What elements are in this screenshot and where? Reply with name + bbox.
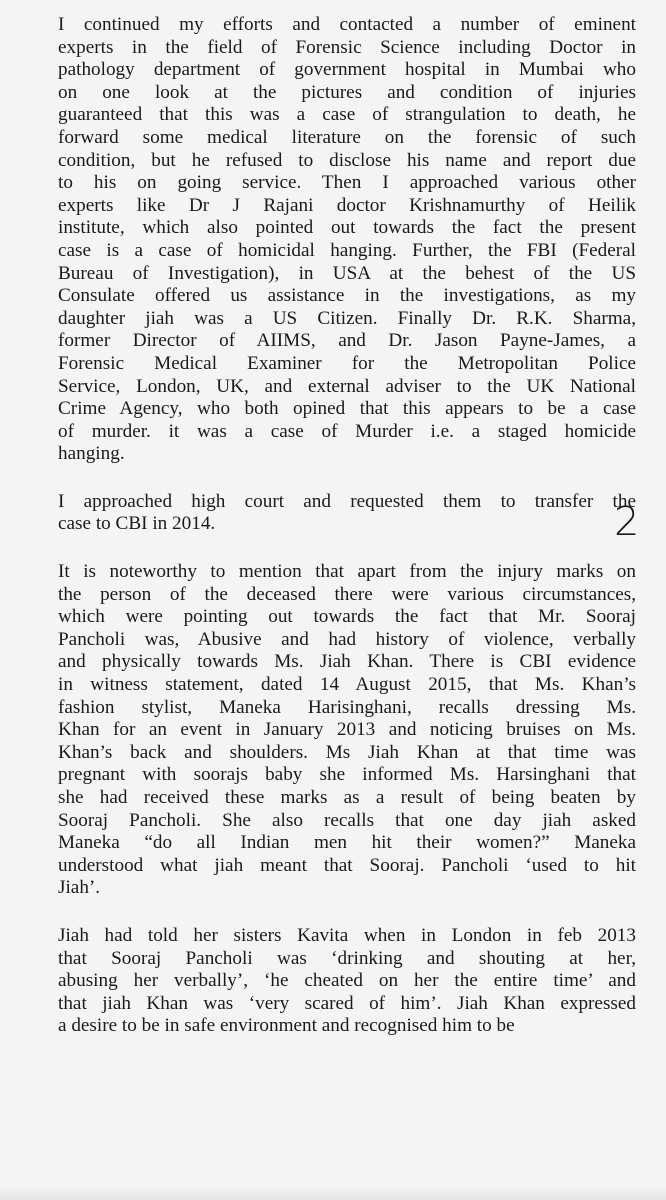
text-line: to his on going service. Then I approached various other <box>58 172 636 194</box>
text-line: Maneka “do all Indian men hit their women?” Maneka <box>58 832 636 854</box>
text-line: I approached high court and requested them to transfer the <box>58 490 636 512</box>
text-line: and physically towards Ms. Jiah Khan. There is CBI evidence <box>58 651 636 673</box>
text-line: the person of the deceased there were various circumstances, <box>58 583 636 605</box>
text-line: understood what jiah meant that Sooraj. Pancholi ‘used to hit <box>58 854 636 876</box>
text-line: pathology department of government hospital in Mumbai who <box>58 59 636 81</box>
text-line: Khan’s back and shoulders. Ms Jiah Khan at that time was <box>58 741 636 763</box>
text-line: experts in the field of Forensic Science including Doctor in <box>58 36 636 58</box>
text-line: which were pointing out towards the fact that Mr. Sooraj <box>58 606 636 628</box>
text-line: guaranteed that this was a case of strangulation to death, he <box>58 104 636 126</box>
text-line: former Director of AIIMS, and Dr. Jason Payne-James, a <box>58 330 636 352</box>
paragraph-4 <box>58 925 636 1038</box>
text-line: abusing her verbally’, ‘he cheated on her the entire time’ and <box>58 970 636 992</box>
document-body <box>58 14 636 1038</box>
text-line: Forensic Medical Examiner for the Metropolitan Police <box>58 352 636 374</box>
text-line: Khan for an event in January 2013 and noticing bruises on Ms. <box>58 719 636 741</box>
paragraph-2 <box>58 491 636 536</box>
paragraph-1 <box>58 14 636 466</box>
text-line: she had received these marks as a result of being beaten by <box>58 787 636 808</box>
text-line: hanging. <box>58 443 125 465</box>
text-line: on one look at the pictures and condition of injuries <box>58 81 636 103</box>
text-line: institute, which also pointed out towards the fact the present <box>58 217 636 239</box>
text-line: pregnant with soorajs baby she informed Ms. Harsinghani that <box>58 764 636 786</box>
text-line: It is noteworthy to mention that apart from the injury marks on <box>58 561 636 583</box>
text-line: forward some medical literature on the forensic of such <box>58 126 636 148</box>
text-line: I continued my efforts and contacted a number of eminent <box>58 14 636 35</box>
text-line: fashion stylist, Maneka Harisinghani, recalls dressing Ms. <box>58 696 636 718</box>
text-line: Consulate offered us assistance in the investigations, as my <box>58 285 636 307</box>
text-line: experts like Dr J Rajani doctor Krishnamurthy of Heilik <box>58 194 636 216</box>
text-line: a desire to be in safe environment and recognised him to be <box>58 1015 515 1037</box>
text-line: condition, but he refused to disclose his name and report due <box>58 149 636 171</box>
text-line: Bureau of Investigation), in USA at the behest of the US <box>58 262 636 284</box>
page-bottom-edge <box>0 1186 666 1200</box>
text-line: case is a case of homicidal hanging. Further, the FBI (Federal <box>58 239 636 261</box>
text-line: Jiah’. <box>58 877 101 899</box>
text-line: Sooraj Pancholi. She also recalls that one day jiah asked <box>58 809 636 831</box>
text-line: Crime Agency, who both opined that this appears to be a case <box>58 398 636 420</box>
text-line: Jiah had told her sisters Kavita when in London in feb 2013 <box>58 924 636 946</box>
text-line: case to CBI in 2014. <box>58 513 216 535</box>
paragraph-3 <box>58 561 636 900</box>
text-line: Service, London, UK, and external adviser to the UK National <box>58 375 636 397</box>
text-line: that jiah Khan was ‘very scared of him’. Jiah Khan expressed <box>58 992 636 1014</box>
text-line: of murder. it was a case of Murder i.e. a staged homicide <box>58 420 636 442</box>
text-line: that Sooraj Pancholi was ‘drinking and shouting at her, <box>58 947 636 969</box>
text-line: in witness statement, dated 14 August 2015, that Ms. Khan’s <box>58 674 636 696</box>
text-line: Pancholi was, Abusive and had history of violence, verbally <box>58 628 636 650</box>
page-number: 2 <box>614 499 640 545</box>
text-line: daughter jiah was a US Citizen. Finally Dr. R.K. Sharma, <box>58 307 636 329</box>
